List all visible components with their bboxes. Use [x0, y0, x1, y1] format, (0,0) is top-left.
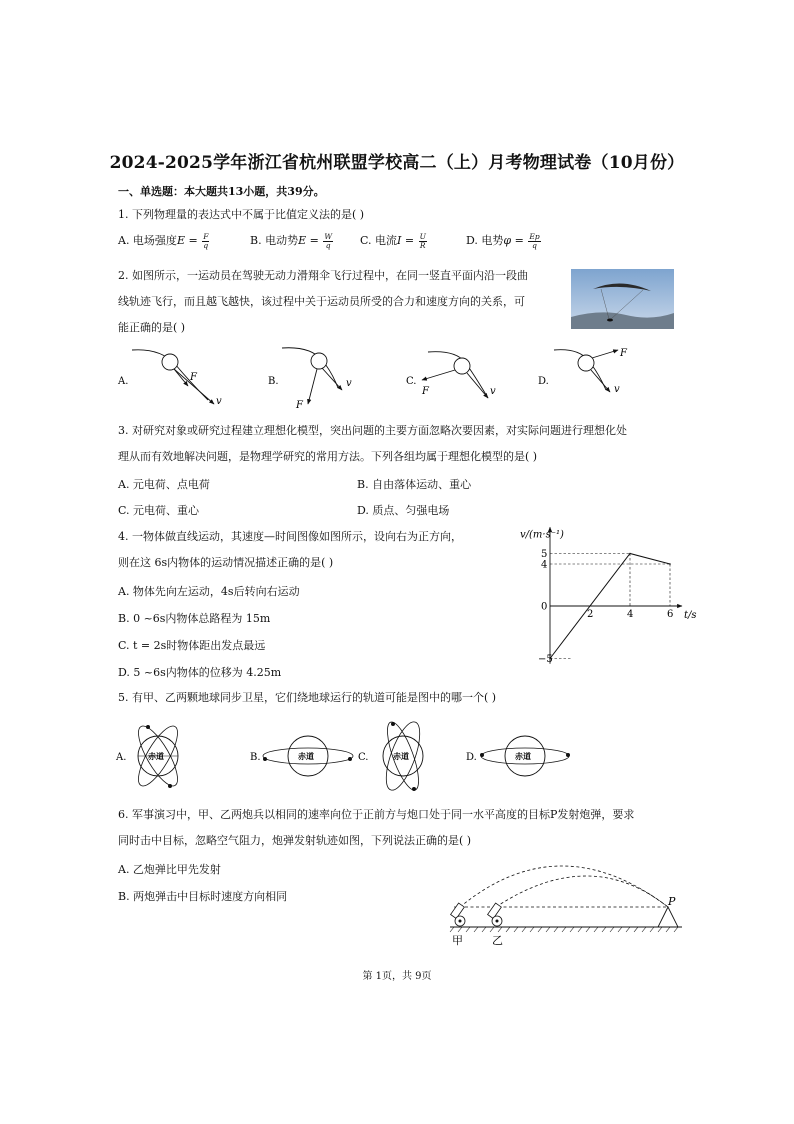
q1-b-label: B. 电动势	[250, 234, 299, 247]
exam-title: 2024-2025学年浙江省杭州联盟学校高二（上）月考物理试卷（10月份）	[109, 153, 685, 173]
q5-diagram-d	[466, 736, 570, 776]
q2-diagram-a	[117, 350, 222, 407]
label-jia: 甲	[452, 934, 463, 947]
q1-a-label: A. 电场强度	[118, 234, 177, 247]
cannon-yi	[488, 903, 502, 926]
q2-stem-line2: 线轨迹飞行，而且越飞越快，该过程中关于运动员所受的合力和速度方向的关系，可	[118, 295, 525, 308]
q2-c-force-label: F	[422, 386, 429, 397]
vt-xtick-4: 4	[627, 609, 634, 620]
q5-c-equator: 赤道	[393, 751, 409, 761]
target-p-marker	[658, 907, 678, 927]
q1-c-den: R	[419, 240, 426, 250]
vt-ytick-2: 0	[541, 601, 548, 613]
q1-d-label: D. 电势	[466, 234, 504, 247]
ground-hatch	[450, 927, 678, 932]
q1-b-num: W	[324, 231, 333, 241]
q6-option-a: A. 乙炮弹比甲先发射	[118, 863, 221, 876]
q3-option-b: B. 自由落体运动、重心	[357, 478, 472, 491]
q3-option-a: A. 元电荷、点电荷	[118, 478, 210, 491]
q1-c-lhs: I =	[397, 234, 418, 247]
q3-stem-line2: 理从而有效地解决问题，是物理学研究的常用方法。下列各组均属于理想化模型的是( )	[118, 450, 538, 463]
q1-b-den: q	[325, 240, 331, 250]
vt-xlabel: t/s	[684, 610, 697, 621]
q6-trajectory-diagram	[450, 855, 690, 950]
q4-stem-line2: 则在这 6s内物体的运动情况描述正确的是( )	[118, 556, 334, 569]
q5-a-equator: 赤道	[148, 751, 164, 761]
q4-option-a: A. 物体先向左运动，4s后转向右运动	[118, 585, 300, 598]
q1-stem: 1. 下列物理量的表达式中不属于比值定义法的是( )	[118, 208, 365, 221]
q4-option-b: B. 0 ~6s内物体总路程为 15m	[118, 612, 271, 625]
q2-d-velocity-label: v	[614, 384, 620, 395]
q1-d-den: q	[532, 240, 537, 250]
trajectory-yi	[496, 876, 668, 907]
q1-a-fraction	[202, 233, 209, 250]
q5-diagram-b	[250, 736, 353, 776]
q2-diagram-b	[268, 348, 352, 411]
section-heading: 一、单选题：本大题共13小题，共39分。	[118, 185, 325, 198]
cannon-jia	[451, 903, 465, 926]
vt-xtick-2: 2	[587, 609, 594, 620]
page-footer: 第 1页，共 9页	[362, 971, 432, 982]
q1-option-b	[250, 232, 333, 250]
q2-diagram-d-label: D.	[538, 376, 549, 387]
q5-d-equator: 赤道	[515, 751, 531, 761]
q1-c-fraction	[419, 233, 427, 250]
paraglider-pilot	[607, 319, 613, 322]
q2-diagrams	[110, 342, 670, 414]
vt-axes	[550, 527, 682, 664]
q3-option-d: D. 质点、匀强电场	[357, 504, 450, 517]
q1-d-lhs: φ =	[503, 234, 528, 247]
q1-c-label: C. 电流	[360, 234, 398, 247]
q1-d-num: Ep	[529, 231, 540, 241]
q5-diagram-c-label: C.	[358, 752, 369, 763]
q1-a-lhs: E =	[176, 234, 202, 247]
q2-diagram-b-label: B.	[268, 376, 279, 387]
q1-c-num: U	[419, 231, 426, 241]
q1-b-lhs: E =	[298, 234, 323, 247]
vt-xtick-6: 6	[667, 609, 674, 620]
q2-b-velocity-label: v	[346, 378, 352, 389]
q5-stem: 5. 有甲、乙两颗地球同步卫星，它们绕地球运行的轨道可能是图中的哪一个( )	[118, 691, 497, 704]
q2-stem-line1: 2. 如图所示，一运动员在驾驶无动力滑翔伞飞行过程中，在同一竖直平面内沿一段曲	[118, 269, 528, 282]
paraglider-photo	[571, 269, 674, 329]
q5-diagram-a	[115, 721, 185, 791]
q2-stem-line3: 能正确的是( )	[118, 321, 186, 334]
vt-graph	[486, 528, 697, 665]
q2-diagram-c	[406, 352, 496, 398]
q2-diagram-a-label: A.	[118, 376, 129, 387]
q3-stem-line1: 3. 对研究对象或研究过程建立理想化模型，突出问题的主要方面忽略次要因素，对实际问题进行理想化处	[118, 424, 627, 437]
q2-a-velocity-label: v	[216, 396, 222, 407]
q4-option-d: D. 5 ~6s内物体的位移为 4.25m	[118, 666, 282, 679]
q1-a-num: F	[203, 231, 209, 241]
vt-ylabel: v/(m·s⁻¹)	[520, 529, 564, 541]
q2-b-force-label: F	[296, 400, 303, 411]
label-yi: 乙	[492, 934, 503, 947]
q1-a-den: q	[203, 240, 209, 250]
vt-ytick-1: 4	[541, 559, 548, 571]
q2-diagram-c-label: C.	[406, 376, 417, 387]
q5-diagram-b-label: B.	[250, 752, 261, 763]
q5-b-equator: 赤道	[298, 751, 314, 761]
q4-option-c: C. t = 2s时物体距出发点最远	[118, 639, 266, 652]
q6-stem-line1: 6. 军事演习中，甲、乙两炮兵以相同的速率向位于正前方与炮口处于同一水平高度的目标P发射炮弹，要求	[118, 808, 635, 821]
target-p-label: P	[668, 895, 676, 908]
vt-point-2	[669, 563, 671, 565]
trajectory-jia	[460, 866, 668, 907]
vt-point-1	[629, 553, 631, 555]
q1-option-d	[466, 232, 541, 250]
q2-a-force-label: F	[190, 372, 197, 383]
q2-diagram-d	[538, 348, 628, 395]
q1-option-c	[360, 232, 427, 250]
q5-diagram-c	[358, 718, 427, 794]
q6-stem-line2: 同时击中目标，忽略空气阻力，炮弹发射轨迹如图，下列说法正确的是( )	[118, 834, 472, 847]
q6-option-b: B. 两炮弹击中目标时速度方向相同	[118, 890, 288, 903]
q4-stem-line1: 4. 一物体做直线运动，其速度—时间图像如图所示，设向右为正方向，	[118, 530, 462, 543]
q5-diagram-d-label: D.	[466, 752, 477, 763]
vt-ytick-3: −5	[538, 654, 553, 665]
q3-option-c: C. 元电荷、重心	[118, 504, 200, 517]
vt-ytick-0: 5	[541, 549, 548, 560]
q1-d-fraction	[528, 233, 540, 250]
q5-diagram-a-label: A.	[116, 752, 127, 763]
q2-c-velocity-label: v	[490, 386, 496, 397]
q1-option-a	[118, 232, 209, 250]
q2-d-force-label: F	[620, 348, 627, 359]
q5-diagrams	[110, 710, 580, 810]
q1-b-fraction	[323, 233, 333, 250]
